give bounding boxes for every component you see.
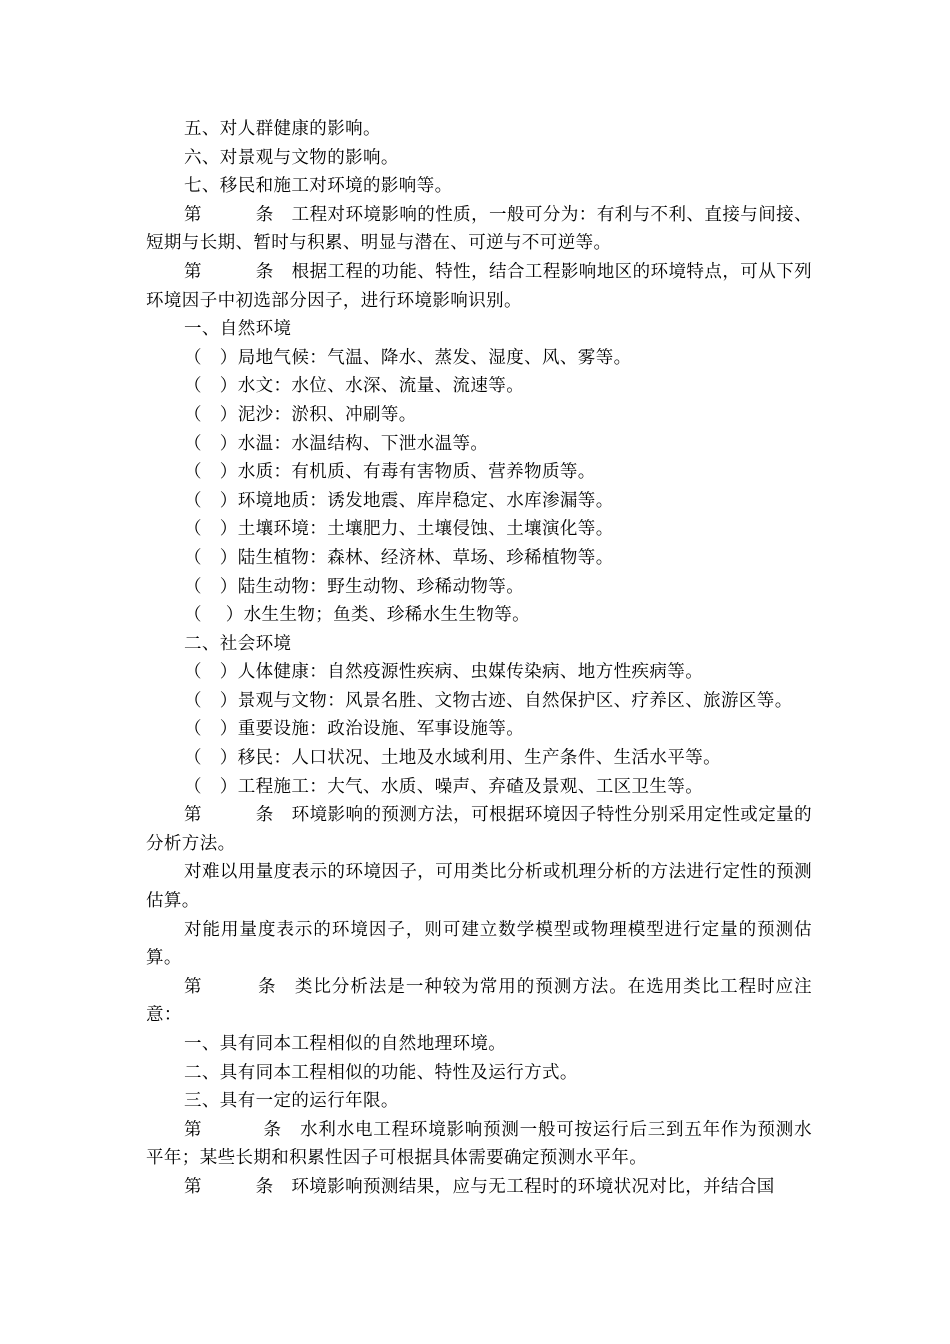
factor-environmental-geology: （ ）环境地质：诱发地震、库岸稳定、水库渗漏等。: [184, 490, 614, 511]
paragraph-item-5: 五、对人群健康的影响。: [184, 119, 381, 139]
factor-important-facilities: （ ）重要设施：政治设施、军事设施等。: [184, 719, 525, 740]
factor-human-health: （ ）人体健康：自然疫源性疾病、虫媒传染病、地方性疾病等。: [184, 662, 704, 683]
factor-resettlement: （ ）移民：人口状况、土地及水域利用、生产条件、生活水平等。: [184, 748, 721, 769]
paragraph-qualitative-prediction: 对难以用量度表示的环境因子，可用类比分析或机理分析的方法进行定性的预测估算。: [146, 862, 812, 912]
factor-local-climate: （ ）局地气候：气温、降水、蒸发、湿度、风、雾等。: [184, 347, 632, 368]
article-analogy-method: 第 条 类比分析法是一种较为常用的预测方法。在选用类比工程时应注意：: [146, 976, 812, 1026]
article-prediction-horizon: 第 条 水利水电工程环境影响预测一般可按运行后三到五年作为预测水平年；某些长期和积累性因子可根据具体需要确定预测水平年。: [146, 1119, 812, 1169]
article-impact-identification: 第 条 根据工程的功能、特性，结合工程影响地区的环境特点，可从下列环境因子中初选部分因子，进行环境影响识别。: [146, 261, 812, 311]
factor-water-temperature: （ ）水温：水温结构、下泄水温等。: [184, 433, 489, 454]
analogy-condition-2: 二、具有同本工程相似的功能、特性及运行方式。: [184, 1062, 578, 1083]
factor-soil-environment: （ ）土壤环境：土壤肥力、土壤侵蚀、土壤演化等。: [184, 519, 614, 540]
factor-sediment: （ ）泥沙：淤积、冲刷等。: [184, 404, 417, 425]
factor-water-quality: （ ）水质：有机质、有毒有害物质、营养物质等。: [184, 462, 596, 483]
analogy-condition-1: 一、具有同本工程相似的自然地理环境。: [184, 1034, 507, 1054]
factor-terrestrial-animals: （ ）陆生动物：野生动物、珍稀动物等。: [184, 576, 525, 597]
document-body: [146, 115, 812, 1202]
factor-aquatic-life: （ ）水生生物；鱼类、珍稀水生生物等。: [184, 605, 531, 626]
section-natural-environment: 一、自然环境: [184, 319, 292, 340]
factor-landscape-relics: （ ）景观与文物：风景名胜、文物古迹、自然保护区、疗养区、旅游区等。: [184, 690, 793, 711]
paragraph-item-6: 六、对景观与文物的影响。: [184, 147, 399, 168]
section-social-environment: 二、社会环境: [184, 633, 292, 654]
article-impact-nature: 第 条 工程对环境影响的性质，一般可分为：有利与不利、直接与间接、短期与长期、暂时与积累、明显与潜在、可逆与不可逆等。: [146, 204, 812, 254]
factor-construction: （ ）工程施工：大气、水质、噪声、弃碴及景观、工区卫生等。: [184, 776, 704, 797]
analogy-condition-3: 三、具有一定的运行年限。: [184, 1091, 399, 1112]
factor-terrestrial-plants: （ ）陆生植物：森林、经济林、草场、珍稀植物等。: [184, 547, 614, 568]
paragraph-quantitative-prediction: 对能用量度表示的环境因子，则可建立数学模型或物理模型进行定量的预测估算。: [146, 919, 812, 969]
article-prediction-comparison: 第 条 环境影响预测结果，应与无工程时的环境状况对比，并结合国: [184, 1176, 775, 1197]
paragraph-item-7: 七、移民和施工对环境的影响等。: [184, 176, 453, 197]
article-prediction-methods: 第 条 环境影响的预测方法，可根据环境因子特性分别采用定性或定量的分析方法。: [146, 805, 812, 854]
factor-hydrology: （ ）水文：水位、水深、流量、流速等。: [184, 376, 525, 397]
